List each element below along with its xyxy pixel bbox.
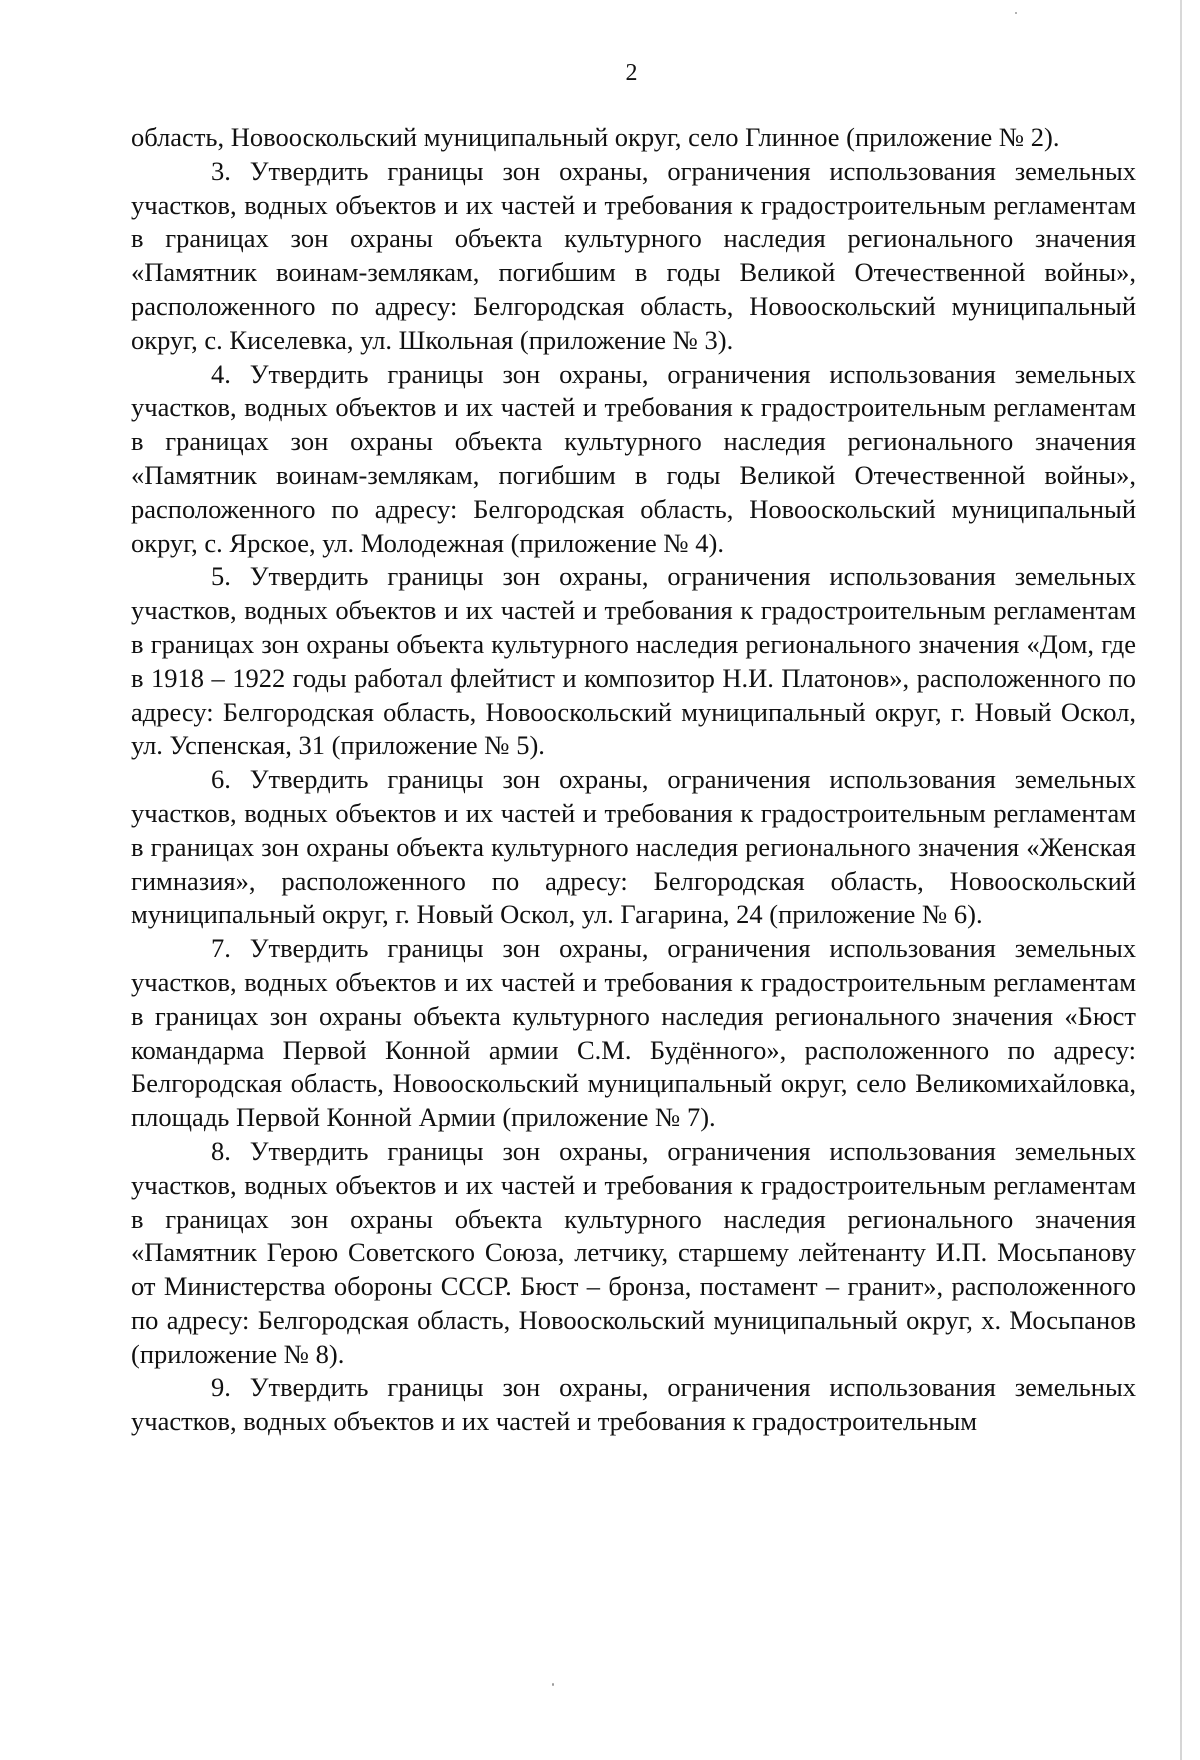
page-number: 2 <box>625 60 638 86</box>
paragraph-3: 4. Утвердить границы зон охраны, ограничения использования земельных участков, водных объектов и их частей и требования к градостроительным регламентам в границах зон охраны объекта культурного наследия регионального значения «Памятник воинам-землякам, погибшим в годы Великой Отечественной войны», расположенного по адресу: Белгородская область, Новооскольский муниципальный округ, с. Ярское, ул. Молодежная (приложение № 4). <box>131 358 1136 558</box>
paragraph-6: 7. Утвердить границы зон охраны, ограничения использования земельных участков, водных объектов и их частей и требования к градостроительным регламентам в границах зон охраны объекта культурного наследия регионального значения «Бюст командарма Первой Конной армии С.М. Будённого», расположенного по адресу: Белгородская область, Новооскольский муниципальный округ, село Великомихайловка, площадь Первой Конной Армии (приложение № 7). <box>131 933 1136 1133</box>
paragraph-8: 9. Утвердить границы зон охраны, ограничения использования земельных участков, водных объектов и их частей и требования к градостроительным <box>131 1372 1136 1437</box>
document-body <box>131 121 1136 1439</box>
paragraph-1: область, Новооскольский муниципальный округ, село Глинное (приложение № 2). <box>131 122 1060 152</box>
paragraph-5: 6. Утвердить границы зон охраны, ограничения использования земельных участков, водных объектов и их частей и требования к градостроительным регламентам в границах зон охраны объекта культурного наследия регионального значения «Женская гимназия», расположенного по адресу: Белгородская область, Новооскольский муниципальный округ, г. Новый Оскол, ул. Гагарина, 24 (приложение № 6). <box>131 764 1136 930</box>
scan-edge-line <box>1180 0 1182 1760</box>
scan-speck <box>1015 12 1017 14</box>
scan-speck <box>552 1683 554 1686</box>
paragraph-2: 3. Утвердить границы зон охраны, ограничения использования земельных участков, водных объектов и их частей и требования к градостроительным регламентам в границах зон охраны объекта культурного наследия регионального значения «Памятник воинам-землякам, погибшим в годы Великой Отечественной войны», расположенного по адресу: Белгородская область, Новооскольский муниципальный округ, с. Киселевка, ул. Школьная (приложение № 3). <box>131 155 1136 355</box>
paragraph-7: 8. Утвердить границы зон охраны, ограничения использования земельных участков, водных объектов и их частей и требования к градостроительным регламентам в границах зон охраны объекта культурного наследия регионального значения «Памятник Герою Советского Союза, летчику, старшему лейтенанту И.П. Мосьпанову от Министерства обороны СССР. Бюст – бронза, постамент – гранит», расположенного по адресу: Белгородская область, Новооскольский муниципальный округ, х. Мосьпанов (приложение № 8). <box>131 1135 1136 1369</box>
paragraph-4: 5. Утвердить границы зон охраны, ограничения использования земельных участков, водных объектов и их частей и требования к градостроительным регламентам в границах зон охраны объекта культурного наследия регионального значения «Дом, где в 1918 – 1922 годы работал флейтист и композитор Н.И. Платонов», расположенного по адресу: Белгородская область, Новооскольский муниципальный округ, г. Новый Оскол, ул. Успенская, 31 (приложение № 5). <box>131 561 1136 761</box>
